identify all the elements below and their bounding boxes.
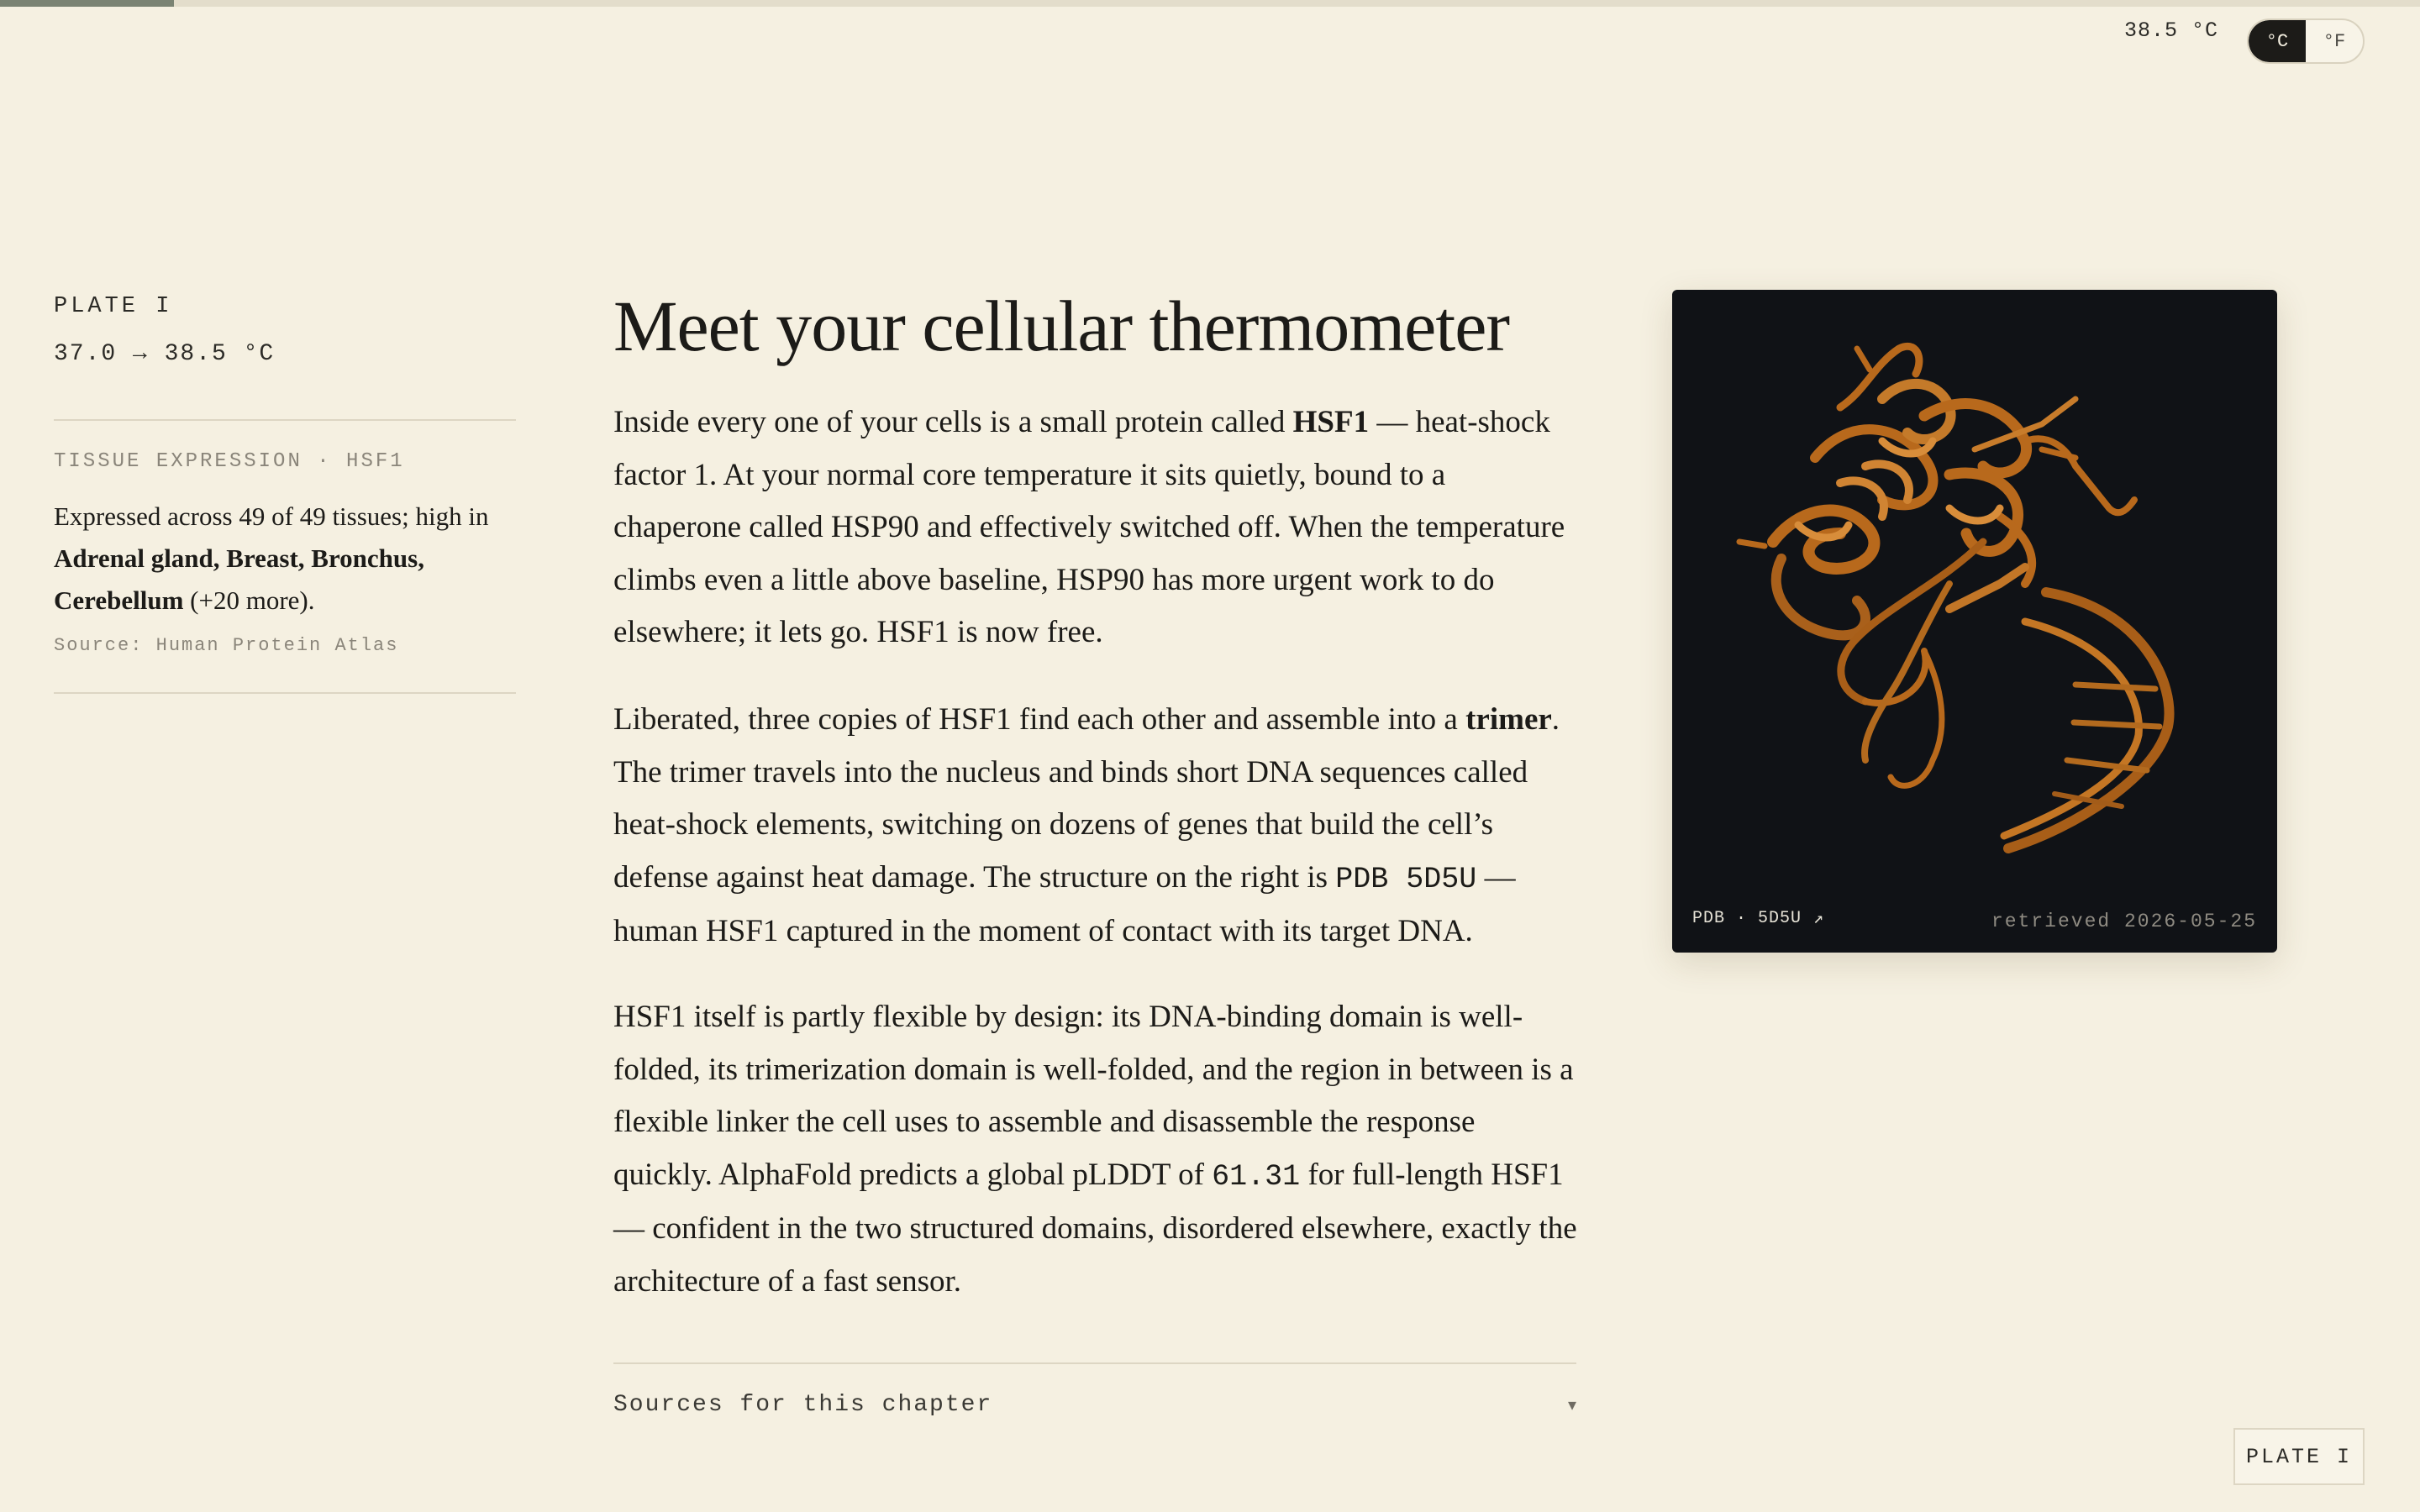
reading-progress-fill [0, 0, 174, 7]
unit-celsius-button[interactable]: °C [2249, 20, 2306, 62]
plate-chip-button[interactable]: PLATE I [2233, 1428, 2365, 1485]
article-paragraph-3 [613, 991, 1580, 1308]
temperature-range: 37.0 → 38.5 °C [54, 341, 276, 367]
unit-toggle[interactable] [2247, 18, 2365, 64]
article-title: Meet your cellular thermometer [613, 286, 1510, 366]
tissue-more: (+20 more). [190, 585, 315, 615]
p2-text-e: — human HSF1 captured in the moment of contact with its target DNA. [613, 859, 1516, 948]
reading-progress-track [0, 0, 2420, 7]
retrieved-date: retrieved 2026-05-25 [1991, 911, 2257, 932]
article-paragraph-2 [613, 694, 1580, 958]
temperature-readout: 38.5 °C [2123, 18, 2218, 43]
p3-text-c: for full-length HSF1 — confident in the two structured domains, disordered elsewhere, exactly the architecture of a fast sensor. [613, 1157, 1577, 1299]
sidebar-divider [54, 419, 516, 421]
p2-bold-trimer: trimer [1465, 702, 1552, 737]
sources-disclosure[interactable] [613, 1388, 1576, 1421]
tissue-expression-summary [54, 496, 508, 622]
tissue-source: Source: Human Protein Atlas [54, 635, 399, 656]
protein-ribbon-illustration [1672, 290, 2277, 953]
chevron-down-icon: ▾ [1567, 1395, 1576, 1415]
p1-bold-hsf1: HSF1 [1292, 405, 1370, 439]
sources-label: Sources for this chapter [613, 1391, 993, 1418]
article-paragraph-1 [613, 396, 1580, 659]
tissue-intro: Expressed across 49 of 49 tissues; high in [54, 501, 489, 531]
p3-plddt-value: 61.31 [1212, 1159, 1301, 1194]
pdb-link[interactable] [1692, 907, 1824, 929]
sources-divider [613, 1362, 1576, 1364]
sidebar-divider-bottom [54, 692, 516, 694]
plate-label: PLATE I [54, 294, 173, 319]
pdb-label: PDB · 5D5U [1692, 908, 1802, 928]
external-link-icon: ↗ [1813, 910, 1825, 929]
p1-text-c: — heat-shock factor 1. At your normal core temperature it sits quietly, bound to a chaperone called HSP90 and effectively switched off. When the temperature climbs even a little above baseline, HSP90 has more urgent work to do elsewhere; it lets go. HSF1 is now free. [613, 405, 1565, 649]
p2-pdb-code: PDB 5D5U [1335, 862, 1477, 896]
unit-fahrenheit-button[interactable]: °F [2323, 30, 2346, 52]
tissue-highlight: Adrenal gland, Breast, Bronchus, Cerebellum [54, 543, 424, 615]
p2-text-c: . The trimer travels into the nucleus and binds short DNA sequences called heat-shock elements, switching on dozens of genes that build the cell’s defense against heat damage. The structure on the right is [613, 702, 1560, 895]
p2-text-a: Liberated, three copies of HSF1 find each other and assemble into a [613, 702, 1458, 737]
protein-structure-figure[interactable] [1672, 290, 2277, 953]
p3-text-a: HSF1 itself is partly flexible by design: its DNA-binding domain is well-folded, its trimerization domain is well-folded, and the region in between is a flexible linker the cell uses to assemble and disassemble the response quickly. AlphaFold predicts a global pLDDT of [613, 1000, 1574, 1192]
tissue-expression-heading: TISSUE EXPRESSION · HSF1 [54, 450, 405, 473]
p1-text-a: Inside every one of your cells is a small protein called [613, 405, 1286, 439]
